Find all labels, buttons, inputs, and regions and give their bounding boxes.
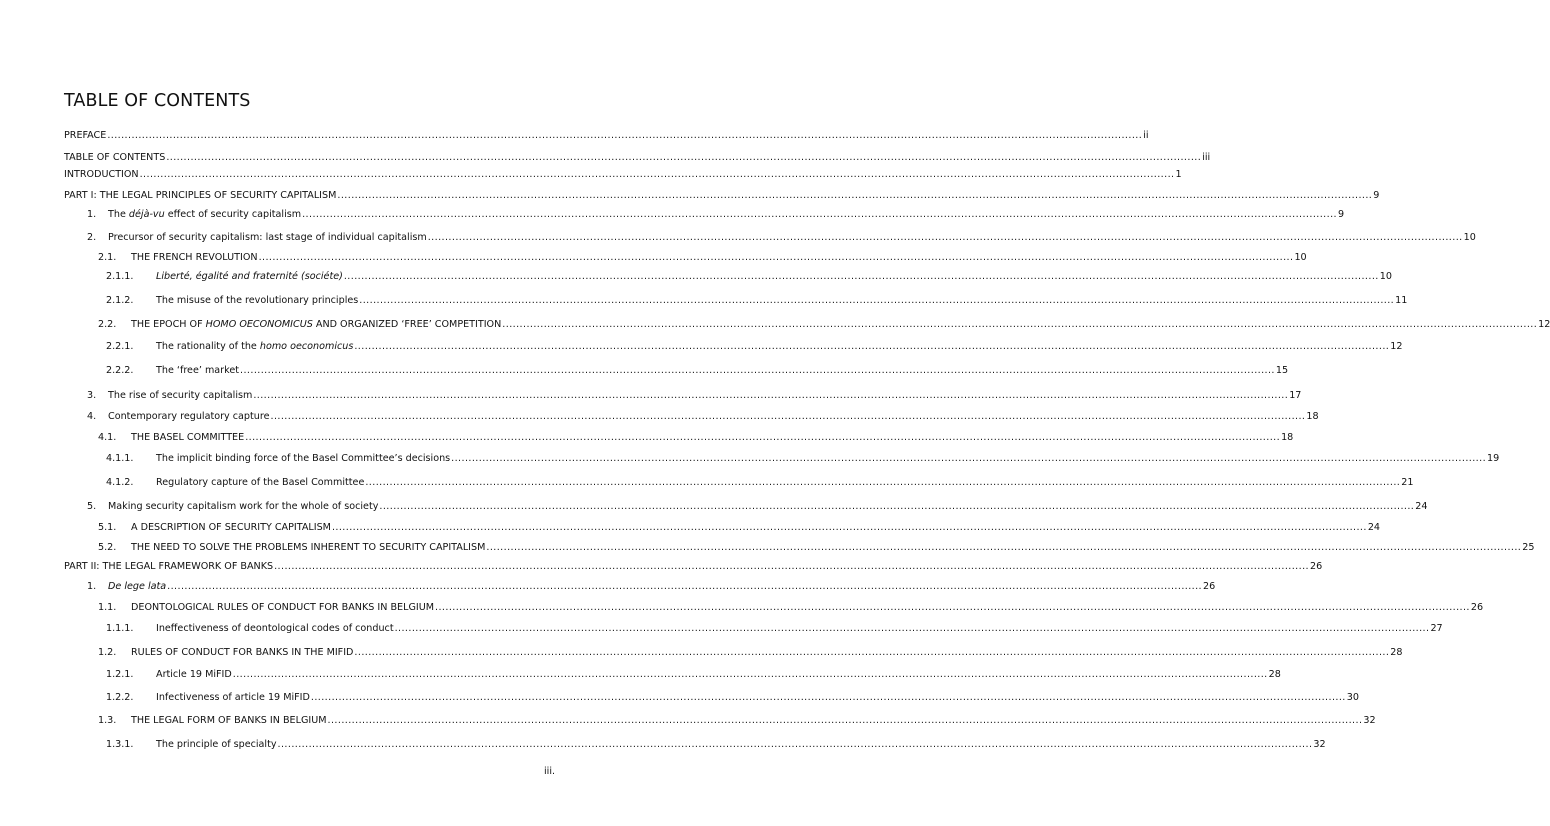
toc-entry[interactable] bbox=[98, 521, 1381, 535]
toc-entry-leader: ............................................................................................................................................................................................................................................................................................................ bbox=[310, 692, 1346, 703]
toc-entry-page: 11 bbox=[1395, 295, 1408, 306]
toc-entry[interactable] bbox=[106, 294, 1408, 308]
toc-entry-number: 4.1. bbox=[98, 432, 117, 443]
toc-entry-label: PART I: THE LEGAL PRINCIPLES OF SECURITY CAPITALISM bbox=[64, 190, 337, 201]
toc-entry-leader: ............................................................................................................................................................................................................................................................................................................ bbox=[427, 232, 1463, 243]
toc-entry-page: 28 bbox=[1268, 669, 1281, 680]
toc-entry-label: Precursor of security capitalism: last stage of individual capitalism bbox=[108, 232, 427, 243]
toc-entry-page: 24 bbox=[1367, 522, 1381, 533]
toc-entry-label: PART II: THE LEGAL FRAMEWORK OF BANKS bbox=[64, 561, 274, 572]
toc-entry-leader: ............................................................................................................................................................................................................................................................................................................ bbox=[379, 501, 1415, 512]
toc-entry-leader: ............................................................................................................................................................................................................................................................................................................ bbox=[166, 152, 1202, 163]
toc-entry-number: 1.1.1. bbox=[106, 623, 134, 634]
toc-entry-page: 26 bbox=[1203, 581, 1216, 592]
toc-entry-label: Contemporary regulatory capture bbox=[108, 411, 270, 422]
toc-entry[interactable] bbox=[106, 270, 1392, 284]
toc-entry-leader: ............................................................................................................................................................................................................................................................................................................ bbox=[435, 602, 1470, 613]
toc-entry-number: 1.2.1. bbox=[106, 669, 134, 680]
toc-entry[interactable] bbox=[87, 410, 1319, 424]
toc-entry-page: 18 bbox=[1281, 432, 1294, 443]
toc-entry-page: 10 bbox=[1294, 252, 1307, 263]
toc-entry-label: THE BASEL COMMITTEE bbox=[131, 432, 245, 443]
toc-entry-leader: ............................................................................................................................................................................................................................................................................................................ bbox=[365, 477, 1401, 488]
toc-entry[interactable] bbox=[106, 452, 1500, 466]
toc-entry[interactable] bbox=[64, 189, 1380, 203]
toc-entry-leader: ............................................................................................................................................................................................................................................................................................................ bbox=[354, 341, 1390, 352]
toc-entry-number: 1. bbox=[87, 209, 97, 220]
toc-entry-page: 12 bbox=[1390, 341, 1403, 352]
toc-entry-label: The misuse of the revolutionary principles bbox=[156, 295, 359, 306]
toc-entry-number: 2.2.1. bbox=[106, 341, 134, 352]
toc-entry-number: 1.3.1. bbox=[106, 739, 134, 750]
toc-entry-leader: ............................................................................................................................................................................................................................................................................................................ bbox=[337, 190, 1373, 201]
toc-entry-number: 1.3. bbox=[98, 715, 117, 726]
toc-entry-label: Making security capitalism work for the whole of society bbox=[108, 501, 379, 512]
toc-entry-leader: ............................................................................................................................................................................................................................................................................................................ bbox=[302, 209, 1337, 220]
toc-entry[interactable] bbox=[64, 560, 1323, 574]
toc-entry[interactable] bbox=[98, 541, 1535, 555]
toc-entry-page: 10 bbox=[1379, 271, 1392, 282]
toc-entry[interactable] bbox=[98, 714, 1376, 728]
toc-entry-page: 26 bbox=[1309, 561, 1323, 572]
toc-entry-page: 19 bbox=[1487, 453, 1500, 464]
toc-entry-label: The principle of specialty bbox=[156, 739, 277, 750]
toc-entry-leader: ............................................................................................................................................................................................................................................................................................................ bbox=[502, 319, 1538, 330]
toc-entry-label: The ‘free’ market bbox=[156, 365, 240, 376]
toc-entry-leader: ............................................................................................................................................................................................................................................................................................................ bbox=[354, 647, 1390, 658]
toc-entry-page: 26 bbox=[1470, 602, 1484, 613]
toc-entry-page: 15 bbox=[1275, 365, 1289, 376]
toc-entry-label: INTRODUCTION bbox=[64, 169, 139, 180]
toc-entry-page: 9 bbox=[1373, 190, 1380, 201]
toc-entry-leader: ............................................................................................................................................................................................................................................................................................................ bbox=[258, 252, 1294, 263]
toc-entry[interactable] bbox=[87, 231, 1476, 245]
toc-entry-page: 9 bbox=[1337, 209, 1345, 220]
toc-entry[interactable] bbox=[106, 738, 1326, 752]
toc-entry-page: 32 bbox=[1363, 715, 1376, 726]
toc-entry[interactable] bbox=[98, 431, 1294, 445]
toc-entry-leader: ............................................................................................................................................................................................................................................................................................................ bbox=[240, 365, 1275, 376]
toc-entry-number: 1. bbox=[87, 581, 97, 592]
toc-entry-page: 32 bbox=[1313, 739, 1326, 750]
toc-entry-label: TABLE OF CONTENTS bbox=[64, 152, 166, 163]
toc-entry-label: PREFACE bbox=[64, 130, 107, 141]
toc-entry-number: 2. bbox=[87, 232, 97, 243]
toc-entry[interactable] bbox=[106, 476, 1414, 490]
toc-entry-label: THE NEED TO SOLVE THE PROBLEMS INHERENT TO SECURITY CAPITALISM bbox=[131, 542, 486, 553]
toc-entry[interactable] bbox=[106, 364, 1289, 378]
toc-entry-number: 1.2.2. bbox=[106, 692, 134, 703]
toc-entry[interactable] bbox=[98, 318, 1550, 332]
toc-entry-label: Liberté, égalité and fraternité (sociéte) bbox=[156, 271, 343, 282]
toc-entry-leader: ............................................................................................................................................................................................................................................................................................................ bbox=[359, 295, 1395, 306]
toc-entry[interactable] bbox=[98, 601, 1484, 615]
toc-entry-number: 4. bbox=[87, 411, 97, 422]
toc-entry-number: 1.2. bbox=[98, 647, 117, 658]
toc-entry-page: 10 bbox=[1463, 232, 1476, 243]
toc-entry-leader: ............................................................................................................................................................................................................................................................................................................ bbox=[245, 432, 1281, 443]
toc-entry-leader: ............................................................................................................................................................................................................................................................................................................ bbox=[277, 739, 1313, 750]
toc-entry[interactable] bbox=[87, 580, 1216, 594]
toc-entry-page: ii bbox=[1143, 130, 1149, 141]
toc-entry[interactable] bbox=[87, 500, 1428, 514]
toc-entry[interactable] bbox=[64, 151, 1211, 165]
page-number: iii. bbox=[544, 766, 556, 777]
toc-entry[interactable] bbox=[106, 668, 1281, 682]
toc-entry-leader: ............................................................................................................................................................................................................................................................................................................ bbox=[270, 411, 1306, 422]
toc-entry-number: 5. bbox=[87, 501, 97, 512]
toc-entry-number: 1.1. bbox=[98, 602, 117, 613]
toc-entry-page: 17 bbox=[1289, 390, 1302, 401]
toc-entry-page: iii bbox=[1202, 152, 1211, 163]
toc-entry-number: 2.1. bbox=[98, 252, 117, 263]
toc-entry-leader: ............................................................................................................................................................................................................................................................................................................ bbox=[232, 669, 1268, 680]
toc-entry-leader: ............................................................................................................................................................................................................................................................................................................ bbox=[327, 715, 1363, 726]
toc-entry-label: The déjà-vu effect of security capitalism bbox=[108, 209, 302, 220]
toc-entry-label: The implicit binding force of the Basel Committee’s decisions bbox=[156, 453, 451, 464]
toc-entry-page: 18 bbox=[1306, 411, 1319, 422]
toc-entry-label: Infectiveness of article 19 MiFID bbox=[156, 692, 310, 703]
toc-entry-label: DEONTOLOGICAL RULES OF CONDUCT FOR BANKS IN BELGIUM bbox=[131, 602, 435, 613]
toc-entry-label: Regulatory capture of the Basel Committee bbox=[156, 477, 365, 488]
toc-entry-leader: ............................................................................................................................................................................................................................................................................................................ bbox=[274, 561, 1309, 572]
toc-entry[interactable] bbox=[64, 168, 1182, 182]
toc-entry-label: De lege lata bbox=[108, 581, 167, 592]
toc-entry-label: A DESCRIPTION OF SECURITY CAPITALISM bbox=[131, 522, 331, 533]
toc-entry-label: THE EPOCH OF HOMO OECONOMICUS AND ORGANIZED ‘FREE’ COMPETITION bbox=[131, 319, 502, 330]
toc-entry-leader: ............................................................................................................................................................................................................................................................................................................ bbox=[343, 271, 1379, 282]
toc-entry-number: 4.1.1. bbox=[106, 453, 134, 464]
toc-entry-number: 5.2. bbox=[98, 542, 117, 553]
toc-entry-leader: ............................................................................................................................................................................................................................................................................................................ bbox=[167, 581, 1203, 592]
toc-entry-number: 3. bbox=[87, 390, 97, 401]
toc-entry[interactable] bbox=[87, 208, 1345, 222]
toc-entry-label: Article 19 MiFID bbox=[156, 669, 232, 680]
toc-entry-number: 2.2.2. bbox=[106, 365, 134, 376]
toc-entry-leader: ............................................................................................................................................................................................................................................................................................................ bbox=[253, 390, 1289, 401]
toc-entry-page: 30 bbox=[1346, 692, 1359, 703]
toc-entry-number: 2.1.2. bbox=[106, 295, 134, 306]
toc-entry-leader: ............................................................................................................................................................................................................................................................................................................ bbox=[451, 453, 1487, 464]
toc-entry-number: 4.1.2. bbox=[106, 477, 134, 488]
page-title: TABLE OF CONTENTS bbox=[64, 91, 251, 111]
toc-entry[interactable] bbox=[106, 622, 1443, 636]
toc-entry-leader: ............................................................................................................................................................................................................................................................................................................ bbox=[139, 169, 1175, 180]
toc-entry-page: 28 bbox=[1390, 647, 1403, 658]
toc-entry-label: RULES OF CONDUCT FOR BANKS IN THE MIFID bbox=[131, 647, 354, 658]
toc-entry-label: Ineffectiveness of deontological codes of conduct bbox=[156, 623, 394, 634]
toc-entry-leader: ............................................................................................................................................................................................................................................................................................................ bbox=[331, 522, 1367, 533]
toc-entry-page: 12 bbox=[1538, 319, 1550, 330]
toc-entry-label: THE FRENCH REVOLUTION bbox=[131, 252, 258, 263]
toc-entry-number: 5.1. bbox=[98, 522, 117, 533]
toc-entry-page: 21 bbox=[1401, 477, 1414, 488]
toc-entry-label: The rationality of the homo oeconomicus bbox=[156, 341, 354, 352]
toc-entry-leader: ............................................................................................................................................................................................................................................................................................................ bbox=[394, 623, 1430, 634]
toc-entry[interactable] bbox=[98, 646, 1403, 660]
toc-entry-page: 24 bbox=[1415, 501, 1428, 512]
toc-entry-number: 2.1.1. bbox=[106, 271, 134, 282]
toc-entry-label: THE LEGAL FORM OF BANKS IN BELGIUM bbox=[131, 715, 327, 726]
toc-entry[interactable] bbox=[98, 251, 1307, 265]
toc-entry-page: 27 bbox=[1430, 623, 1443, 634]
toc-entry[interactable] bbox=[87, 389, 1302, 403]
toc-entry-page: 1 bbox=[1175, 169, 1182, 180]
toc-entry[interactable] bbox=[106, 691, 1359, 705]
toc-entry-number: 2.2. bbox=[98, 319, 117, 330]
toc-entry-leader: ............................................................................................................................................................................................................................................................................................................ bbox=[107, 130, 1143, 141]
toc-entry-label: The rise of security capitalism bbox=[108, 390, 253, 401]
toc-entry-leader: ............................................................................................................................................................................................................................................................................................................ bbox=[486, 542, 1522, 553]
toc-entry-page: 25 bbox=[1522, 542, 1535, 553]
toc-entry[interactable] bbox=[64, 129, 1149, 143]
toc-entry[interactable] bbox=[106, 340, 1403, 354]
